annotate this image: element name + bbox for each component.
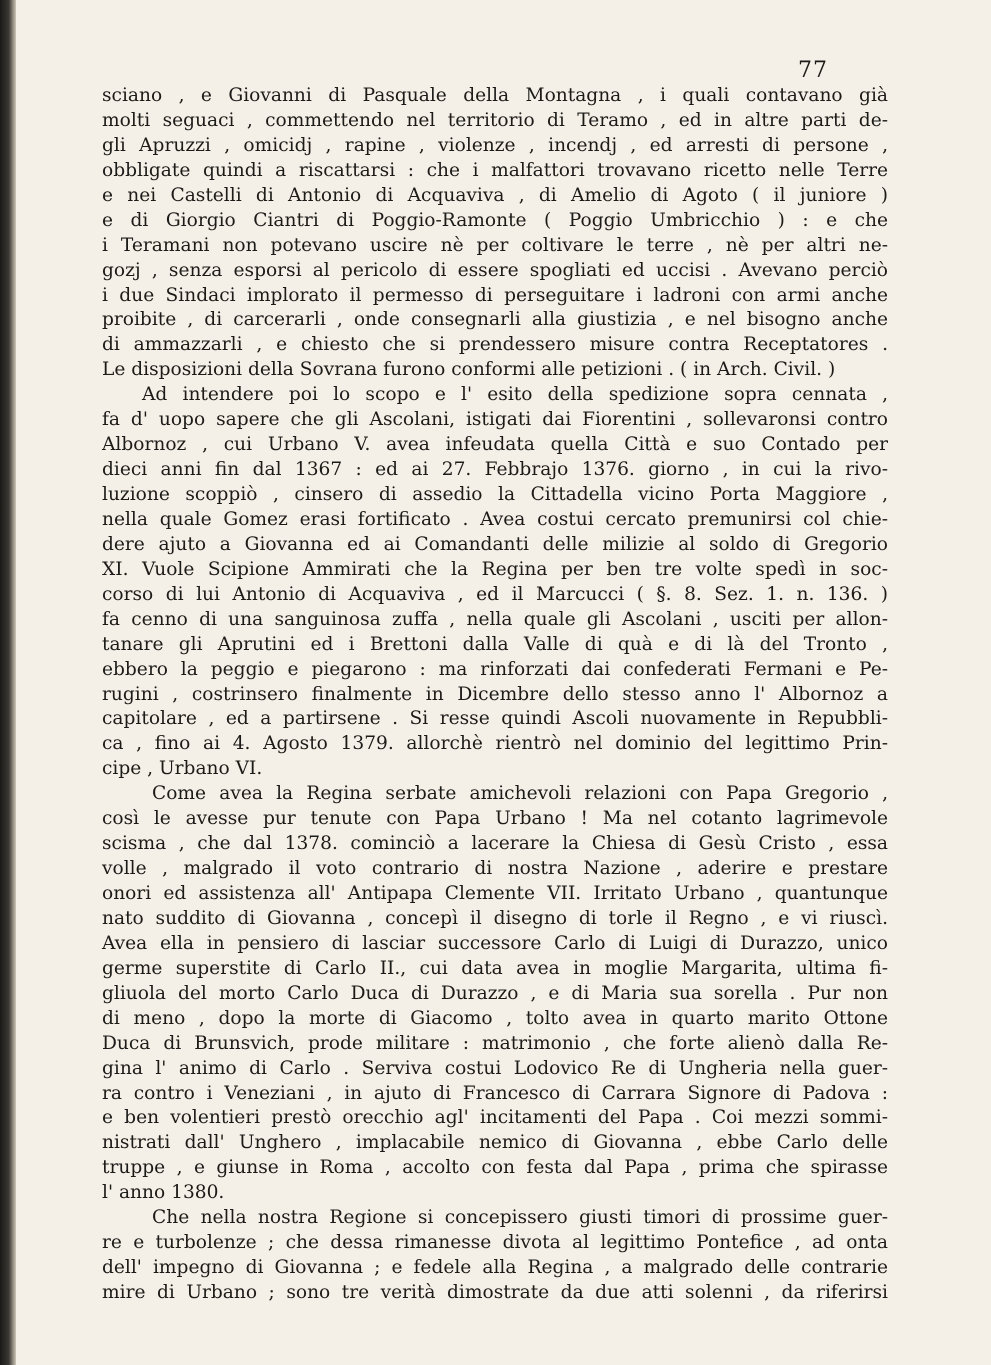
- text-line: Che nella nostra Regione si concepissero giusti timori di prossime guer-: [152, 1207, 888, 1229]
- text-line: Come avea la Regina serbate amichevoli relazioni con Papa Gregorio ,: [152, 783, 888, 805]
- text-line: gina l' animo di Carlo . Serviva costui Lodovico Re di Ungheria nella guer-: [102, 1057, 888, 1079]
- text-line: truppe , e giunse in Roma , accolto con festa dal Papa , prima che spirasse: [102, 1157, 888, 1179]
- text-line: proibite , di carcerarli , onde consegnarli alla giustizia , e nel bisogno anche: [102, 309, 888, 331]
- text-line: Albornoz , cui Urbano V. avea infeudata quella Città e suo Contado per: [102, 434, 888, 456]
- text-line: gli Apruzzi , omicidj , rapine , violenze , incendj , ed arresti di persone ,: [102, 134, 888, 156]
- text-line: fa cenno di una sanguinosa zuffa , nella quale gli Ascolani , usciti per allon-: [102, 608, 888, 630]
- text-line: ra contro i Veneziani , in ajuto di Francesco di Carrara Signore di Padova :: [102, 1082, 888, 1104]
- text-line: gozj , senza esporsi al pericolo di essere spogliati ed uccisi . Avevano perciò: [102, 259, 888, 281]
- text-line: luzione scoppiò , cinsero di assedio la Cittadella vicino Porta Maggiore ,: [102, 484, 888, 505]
- book-page: [16, 0, 991, 1365]
- text-line: Duca di Brunsvich, prode militare : matrimonio , che forte alienò dalla Re-: [102, 1032, 888, 1054]
- text-line: Ad intendere poi lo scopo e l' esito della spedizione sopra cennata ,: [142, 384, 888, 406]
- text-line: molti seguaci , commettendo nel territorio di Teramo , ed in altre parti de-: [102, 109, 888, 131]
- page-text-body: [102, 84, 888, 1306]
- text-line: tanare gli Aprutini ed i Brettoni dalla Valle di quà e di là del Tronto ,: [102, 633, 888, 655]
- text-line: Avea ella in pensiero di lasciar successore Carlo di Luigi di Durazzo, unico: [102, 932, 888, 954]
- text-line: di ammazzarli , e chiesto che si prendessero misure contra Receptatores .: [102, 334, 888, 356]
- text-line: di meno , dopo la morte di Giacomo , tolto avea in quarto marito Ottone: [102, 1007, 888, 1029]
- text-line: re e turbolenze ; che dessa rimanesse divota al legittimo Pontefice , ad onta: [102, 1232, 888, 1254]
- text-line: germe superstite di Carlo II., cui data avea in moglie Margarita, ultima fi-: [102, 957, 888, 979]
- text-line: ebbero la peggio e piegarono : ma rinforzati dai confederati Fermani e Pe-: [102, 658, 888, 680]
- text-line: capitolare , ed a partirsene . Si resse quindi Ascoli nuovamente in Repubbli-: [102, 708, 888, 730]
- text-line: gliuola del morto Carlo Duca di Durazzo , e di Maria sua sorella . Pur non: [102, 982, 888, 1004]
- text-line: l' anno 1380.: [102, 1182, 225, 1204]
- text-line: Le disposizioni della Sovrana furono conformi alle petizioni . ( in Arch. Civil. ): [102, 359, 836, 381]
- text-line: i Teramani non potevano uscire nè per coltivare le terre , nè per altri ne-: [102, 234, 888, 256]
- text-line: sciano , e Giovanni di Pasquale della Montagna , i quali contavano già: [102, 85, 888, 106]
- page-number: 77: [798, 58, 828, 83]
- text-line: dere ajuto a Giovanna ed ai Comandanti delle milizie al soldo di Gregorio: [102, 533, 888, 555]
- text-line: fa d' uopo sapere che gli Ascolani, istigati dai Fiorentini , sollevaronsi contro: [102, 409, 888, 431]
- text-line: e di Giorgio Ciantri di Poggio-Ramonte ( Poggio Umbricchio ) : e che: [102, 209, 888, 231]
- text-line: cipe , Urbano VI.: [102, 758, 263, 780]
- text-line: i due Sindaci implorato il permesso di perseguitare i ladroni con armi anche: [102, 284, 888, 306]
- text-line: mire di Urbano ; sono tre verità dimostrate da due atti solenni , da riferirsi: [102, 1282, 888, 1303]
- text-line: volle , malgrado il voto contrario di nostra Nazione , aderire e prestare: [102, 858, 888, 880]
- text-line: nella quale Gomez erasi fortificato . Avea costui cercato premunirsi col chie-: [102, 508, 888, 530]
- text-line: corso di lui Antonio di Acquaviva , ed il Marcucci ( §. 8. Sez. 1. n. 136. ): [102, 583, 888, 605]
- text-line: e ben volentieri prestò orecchio agl' incitamenti del Papa . Coi mezzi sommi-: [102, 1107, 888, 1129]
- text-line: scisma , che dal 1378. cominciò a lacerare la Chiesa di Gesù Cristo , essa: [102, 833, 888, 855]
- text-line: nistrati dall' Unghero , implacabile nemico di Giovanna , ebbe Carlo delle: [102, 1132, 888, 1154]
- text-line: rugini , costrinsero finalmente in Dicembre dello stesso anno l' Albornoz a: [102, 683, 888, 705]
- text-line: XI. Vuole Scipione Ammirati che la Regina per ben tre volte spedì in soc-: [102, 558, 888, 580]
- book-gutter-shadow: [0, 0, 16, 1365]
- text-line: obbligate quindi a riscattarsi : che i malfattori trovavano ricetto nelle Terre: [102, 159, 888, 181]
- text-line: dieci anni fin dal 1367 : ed ai 27. Febbrajo 1376. giorno , in cui la rivo-: [102, 459, 888, 481]
- text-line: così le avesse pur tenute con Papa Urbano ! Ma nel cotanto lagrimevole: [102, 808, 888, 830]
- text-line: dell' impegno di Giovanna ; e fedele alla Regina , a malgrado delle contrarie: [102, 1257, 888, 1279]
- text-line: ca , fino ai 4. Agosto 1379. allorchè rientrò nel dominio del legittimo Prin-: [102, 733, 888, 755]
- text-line: e nei Castelli di Antonio di Acquaviva , di Amelio di Agoto ( il juniore ): [102, 184, 888, 206]
- text-line: nato suddito di Giovanna , concepì il disegno di torle il Regno , e vi riuscì.: [102, 907, 888, 929]
- text-line: onori ed assistenza all' Antipapa Clemente VII. Irritato Urbano , quantunque: [102, 883, 888, 904]
